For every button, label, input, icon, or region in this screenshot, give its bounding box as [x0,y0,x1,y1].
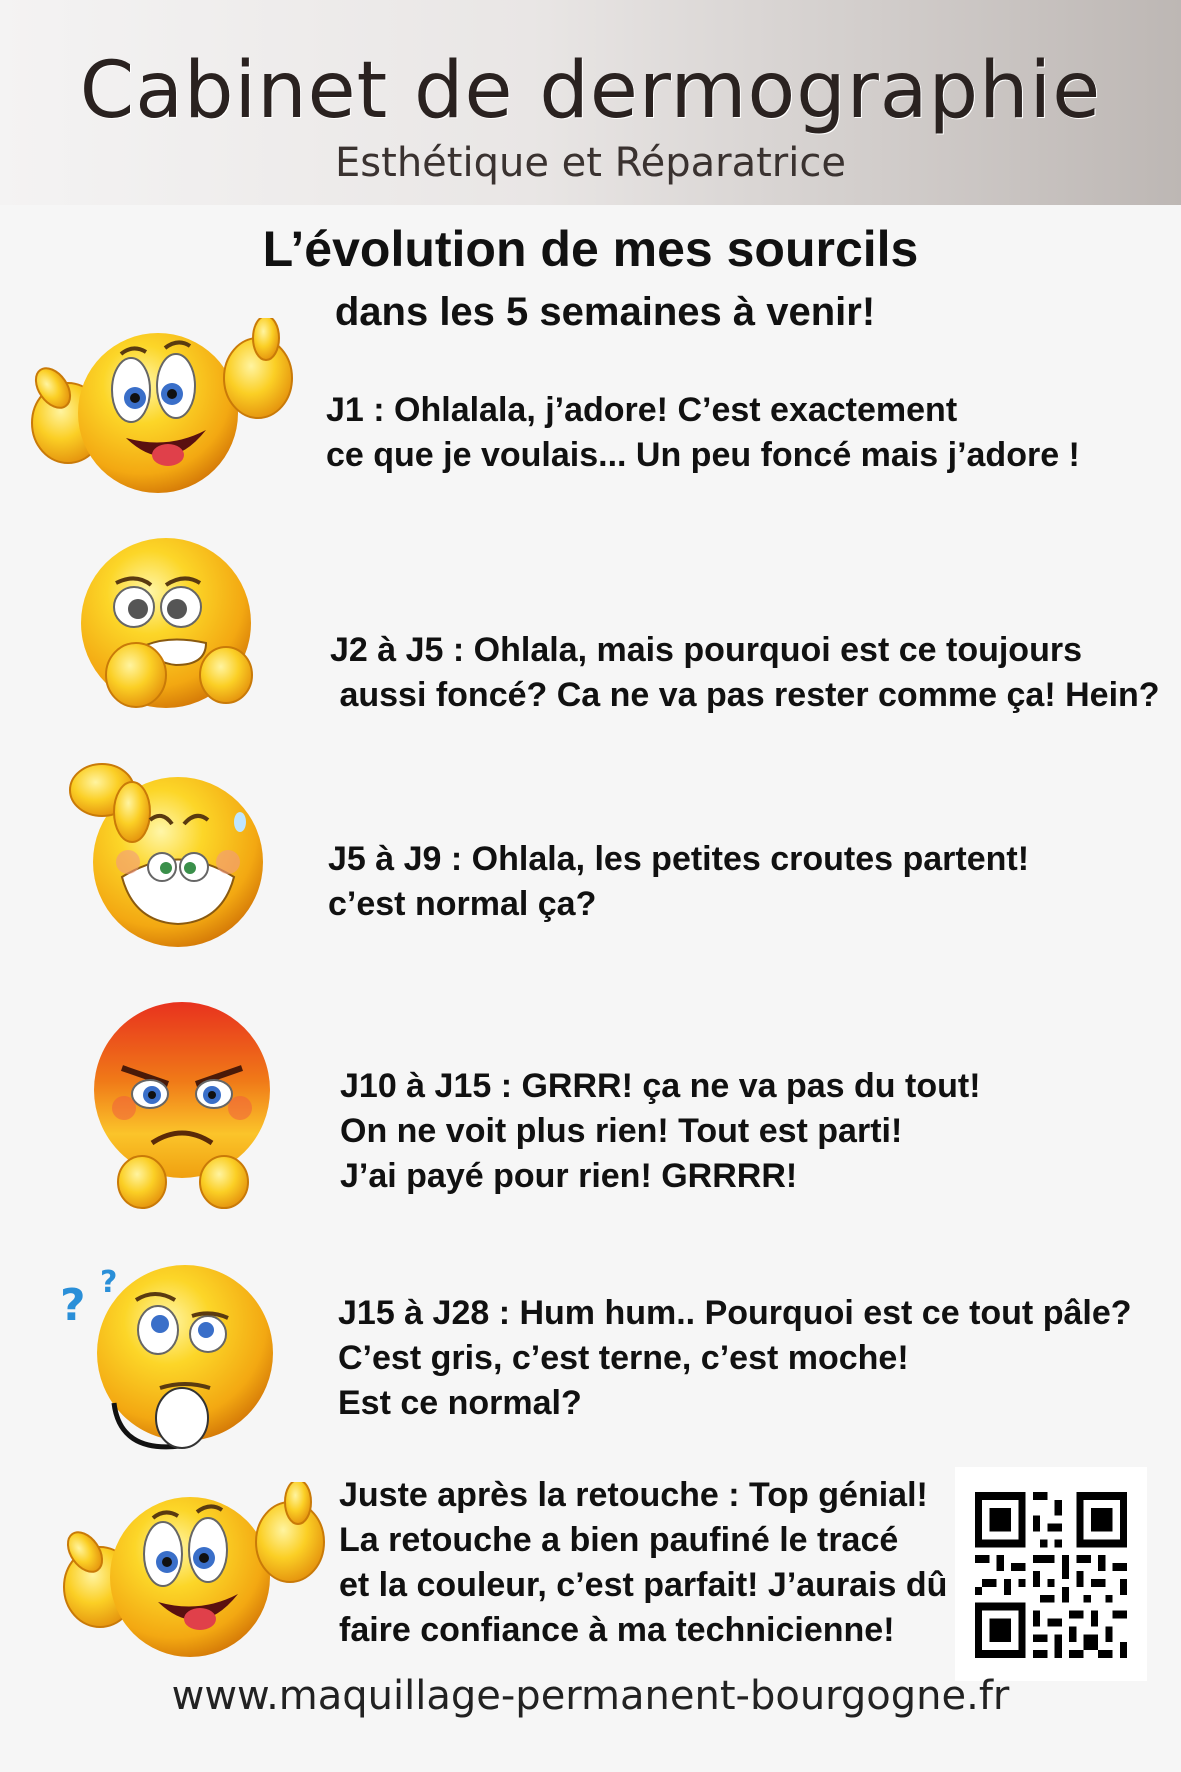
entry-6-line-2: La retouche a bien paufiné le tracé [339,1521,899,1559]
entry-6-line-1: Juste après la retouche : Top génial! [339,1476,928,1514]
entry-4-line-1: J10 à J15 : GRRR! ça ne va pas du tout! [340,1067,981,1105]
entry-4-line-2: On ne voit plus rien! Tout est parti! [340,1112,903,1150]
entry-6-line-3: et la couleur, c’est parfait! J’aurais dû [339,1566,948,1604]
entry-2-text [330,628,1160,718]
entry-5-line-1: J15 à J28 : Hum hum.. Pourquoi est ce tout pâle? [338,1294,1132,1332]
svg-text:?: ? [60,1280,86,1331]
thinking-question-emoji [60,1258,275,1458]
entry-5-line-3: Est ce normal? [338,1384,582,1422]
thumbs-up-tongue-emoji [18,318,296,498]
entry-5-text [338,1291,1132,1426]
qr-code[interactable] [955,1467,1147,1681]
entry-5-line-2: C’est gris, c’est terne, c’est moche! [338,1339,909,1377]
brand-subtitle: Esthétique et Réparatrice [335,140,846,186]
entry-6-text [339,1473,947,1653]
nervous-sweating-emoji [62,762,272,952]
page-title: L’évolution de mes sourcils [262,221,919,277]
entry-3-line-2: c’est normal ça? [328,885,597,923]
entry-2-line-1: J2 à J5 : Ohlala, mais pourquoi est ce toujours [330,631,1082,669]
entry-6-line-4: faire confiance à ma technicienne! [339,1611,895,1649]
entry-1-line-2: ce que je voulais... Un peu foncé mais j’adore ! [326,436,1080,474]
qr-code-icon [975,1492,1127,1658]
brand-title: Cabinet de dermographie [79,46,1102,136]
angry-red-emoji [90,998,275,1213]
entry-4-text [340,1064,981,1199]
entry-3-line-1: J5 à J9 : Ohlala, les petites croutes partent! [328,840,1030,878]
entry-4-line-3: J’ai payé pour rien! GRRRR! [340,1157,798,1195]
thumbs-up-tongue-emoji [50,1482,328,1662]
entry-2-line-2: aussi foncé? Ca ne va pas rester comme ça! Hein? [330,676,1160,714]
entry-1-text [326,388,1080,478]
header-banner [0,0,1181,205]
entry-1-line-1: J1 : Ohlalala, j’adore! C’est exactement [326,391,958,429]
entry-3-text [328,837,1029,927]
page-subtitle: dans les 5 semaines à venir! [334,290,876,334]
worried-nail-biting-emoji [76,535,256,720]
svg-text:?: ? [100,1265,118,1300]
website-url[interactable]: www.maquillage-permanent-bourgogne.fr [171,1673,1010,1719]
